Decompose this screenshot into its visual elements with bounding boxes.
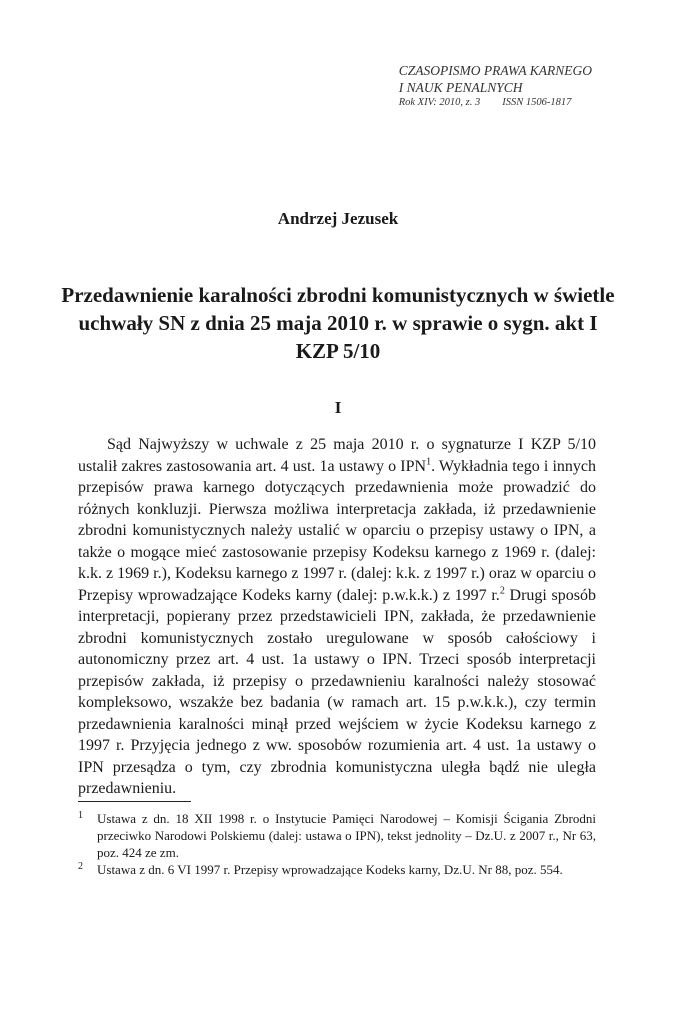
footnote-ref-1[interactable]: 1: [426, 456, 432, 468]
journal-header: [399, 62, 592, 110]
body-paragraph: [78, 434, 596, 800]
footnote-item: [78, 861, 596, 878]
author-name: Andrzej Jezusek: [277, 209, 399, 228]
paragraph-text-1: Sąd Najwyższy w uchwale z 25 maja 2010 r. o sygnaturze I KZP 5/10 ustalił zakres zastosowania art. 4 ust. 1a ustawy o IPN: [78, 436, 596, 475]
article-title: Przedawnienie karalności zbrodni komunistycznych w świetle uchwały SN z dnia 25 maja 2010 r. w sprawie o sygn. akt I KZP 5/10: [61, 283, 615, 363]
footnote-text: Ustawa z dn. 18 XII 1998 r. o Instytucie Pamięci Narodowej – Komisji Ścigania Zbrodni przeciwko Narodowi Polskiemu (dalej: ustawa o IPN), tekst jednolity – Dz.U. z 2007 r., Nr 63, poz. 424 ze zm.: [97, 811, 596, 860]
footnote-number: 2: [78, 861, 83, 872]
section-heading: I: [334, 398, 342, 417]
journal-issn: ISSN 1506-1817: [502, 97, 572, 108]
footnote-ref-2[interactable]: 2: [499, 585, 505, 597]
journal-issue: Rok XIV: 2010, z. 3: [398, 97, 481, 108]
footnote-text: Ustawa z dn. 6 VI 1997 r. Przepisy wprowadzające Kodeks karny, Dz.U. Nr 88, poz. 554.: [97, 862, 563, 877]
journal-name-line2: I NAUK PENALNYCH: [398, 80, 523, 95]
paragraph-text-2: . Wykładnia tego i innych przepisów prawa karnego dotyczących przedawnienia może prowadzić do różnych konkluzji. Pierwsza możliwa interpretacja zakłada, iż przedawnienie zbrodni komunistycznych należy ustalić w oparciu o przepisy ustawy o IPN, a także o mogące mieć zastosowanie przepisy Kodeksu karnego z 1969 r. (dalej: k.k. z 1969 r.), Kodeksu karnego z 1997 r. (dalej: k.k. z 1997 r.) oraz w oparciu o Przepisy wprowadzające Kodeks karny (dalej: p.w.k.k.) z 1997 r.: [78, 457, 597, 604]
journal-name-line1: CZASOPISMO PRAWA KARNEGO: [398, 63, 592, 78]
journal-meta: [399, 96, 592, 110]
paragraph-text-3: Drugi sposób interpretacji, popierany przez przedstawicieli IPN, zakłada, że przedawnienie zbrodni komunistycznych zostało uregulowane w sposób całościowy i autonomiczny przez art. 4 ust. 1a ustawy o IPN. Trzeci sposób interpretacji przepisów zakłada, iż przepisy o przedawnieniu karalności należy stosować kompleksowo, wszakże bez badania (w ramach art. 15 p.w.k.k.), czy termin przedawnienia karalności minął przed wejściem w życie Kodeksu karnego z 1997 r. Przyjęcia jednego z ww. sposobów rozumienia art. 4 ust. 1a ustawy o IPN przesądza o tym, czy zbrodnia komunistyczna uległa bądź nie uległa przedawnieniu.: [78, 586, 597, 797]
footnote-number: 1: [78, 810, 83, 821]
footnote-item: [78, 810, 596, 861]
footnote-divider: [78, 801, 191, 802]
footnotes: [78, 810, 596, 878]
